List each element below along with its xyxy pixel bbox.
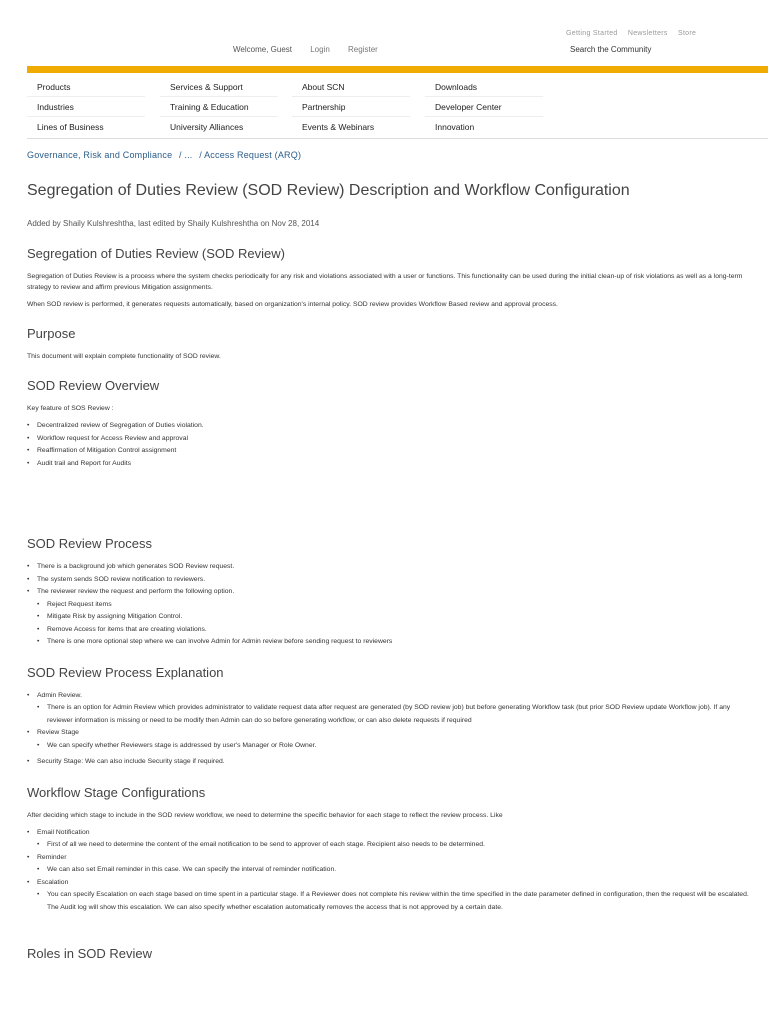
brand-bar	[27, 66, 768, 73]
list-item: • First of all we need to determine the content of the email notification to be send to approver of each stage. Recipient also needs to be determined.	[37, 839, 757, 852]
nav-column	[292, 77, 410, 137]
sub-bullet-list	[37, 599, 757, 649]
nav-item-innovation[interactable]: Innovation	[435, 122, 475, 132]
list-item: • The reviewer review the request and perform the following option.	[27, 586, 757, 599]
list-item: • Admin Review.	[27, 690, 757, 703]
welcome-text: Welcome, Guest	[233, 45, 292, 54]
bullet-list	[27, 420, 757, 470]
bullet-list	[27, 827, 757, 840]
search-community-link[interactable]: Search the Community	[570, 45, 652, 54]
paragraph: After deciding which stage to include in the SOD review workflow, we need to determine the specific behavior for each stage to reflect the review process. Like	[27, 811, 503, 819]
bullet-list	[27, 727, 757, 740]
breadcrumb-arq[interactable]: / Access Request (ARQ)	[199, 150, 302, 160]
nav-item-training-education[interactable]: Training & Education	[160, 97, 278, 117]
section-heading: SOD Review Process	[27, 536, 152, 551]
paragraph: When SOD review is performed, it generates requests automatically, based on organization's internal policy. SOD review provides Workflow Based review and approval process.	[27, 301, 558, 308]
register-link[interactable]: Register	[348, 45, 378, 54]
list-item: • Reaffirmation of Mitigation Control assignment	[27, 445, 757, 458]
breadcrumb	[27, 150, 305, 160]
bullet-list	[27, 690, 757, 703]
section-purpose	[27, 326, 757, 362]
list-item: • Review Stage	[27, 727, 757, 740]
section-roles	[27, 946, 757, 961]
section-overview	[27, 378, 757, 470]
sub-bullet-list	[37, 702, 757, 727]
section-sod-review	[27, 246, 757, 310]
nav-item-lines-of-business[interactable]: Lines of Business	[37, 122, 104, 132]
login-link[interactable]: Login	[310, 45, 330, 54]
store-link[interactable]: Store	[677, 30, 697, 37]
list-item: • Email Notification	[27, 827, 757, 840]
section-heading: Workflow Stage Configurations	[27, 784, 206, 800]
sub-bullet-list	[37, 839, 757, 852]
bullet-list	[27, 877, 757, 890]
bullet-list	[27, 852, 757, 865]
list-item: • There is an option for Admin Review which provides administrator to validate request data after request are generated (by SOD review job) but before generating Workflow task (but prior SOD Review update Workflow job). If any reviewer information is missing or need to be modify then Admin can do so before generating workflow, or can also delete requests if required	[37, 702, 757, 727]
sub-bullet-list	[37, 740, 757, 753]
nav-column	[425, 77, 543, 137]
nav-column	[27, 77, 145, 137]
list-item: • There is a background job which generates SOD Review request.	[27, 561, 757, 574]
section-heading: Purpose	[27, 326, 76, 341]
nav-item-events-webinars[interactable]: Events & Webinars	[302, 122, 375, 132]
section-heading: SOD Review Overview	[27, 378, 160, 393]
section-workflow	[27, 785, 757, 915]
bullet-list	[27, 561, 757, 599]
article-body	[27, 246, 757, 977]
list-item: • Escalation	[27, 877, 757, 890]
list-item: • The system sends SOD review notification to reviewers.	[27, 574, 757, 587]
list-item: • We can specify whether Reviewers stage is addressed by user's Manager or Role Owner.	[37, 740, 757, 753]
section-explanation	[27, 665, 757, 769]
paragraph: Segregation of Duties Review is a process where the system checks periodically for any risk and violations associated with a user or functions. This functionality can be used during the initial clean-up of risk violations as well as a long-term strategy to review and affirm previous Mitigation assignments.	[27, 273, 743, 291]
nav-item-partnership[interactable]: Partnership	[292, 97, 410, 117]
top-links	[566, 30, 704, 37]
list-item: • There is one more optional step where we can involve Admin for Admin review before sending request to reviewers	[37, 636, 757, 649]
main-nav	[27, 77, 768, 139]
getting-started-link[interactable]: Getting Started	[566, 30, 618, 37]
nav-column	[160, 77, 278, 137]
page-title: Segregation of Duties Review (SOD Review) Description and Workflow Configuration	[27, 182, 630, 199]
paragraph: Key feature of SOS Review :	[27, 405, 114, 412]
paragraph: This document will explain complete functionality of SOD review.	[27, 353, 221, 360]
list-item: • Remove Access for items that are creating violations.	[37, 624, 757, 637]
newsletters-link[interactable]: Newsletters	[627, 30, 668, 37]
section-process	[27, 536, 757, 649]
list-item: • Reminder	[27, 852, 757, 865]
list-item: • We can also set Email reminder in this case. We can specify the interval of reminder notification.	[37, 864, 757, 877]
breadcrumb-ellipsis[interactable]: / ...	[178, 150, 193, 160]
list-item: • You can specify Escalation on each stage based on time spent in a particular stage. If a Reviewer does not complete his review within the time specified in the date parameter defined in configuration, then the request will be escalated. The Audit log will show this escalation. We can also specify whether escalation automatically removes the access that is not approved by a certain date.	[37, 889, 757, 914]
section-heading: Segregation of Duties Review (SOD Review)	[27, 246, 285, 261]
list-item: • Workflow request for Access Review and approval	[27, 433, 757, 446]
list-item: • Reject Request items	[37, 599, 757, 612]
section-heading: SOD Review Process Explanation	[27, 664, 224, 680]
nav-item-university-alliances[interactable]: University Alliances	[170, 122, 244, 132]
breadcrumb-grc[interactable]: Governance, Risk and Compliance	[27, 150, 173, 160]
sub-bullet-list	[37, 864, 757, 877]
nav-item-downloads[interactable]: Downloads	[425, 77, 543, 97]
list-item: • Audit trail and Report for Audits	[27, 458, 757, 471]
page-meta: Added by Shaily Kulshreshtha, last edited by Shaily Kulshreshtha on Nov 28, 2014	[27, 219, 320, 228]
welcome-bar	[233, 45, 394, 54]
nav-item-products[interactable]: Products	[27, 77, 145, 97]
nav-item-services-support[interactable]: Services & Support	[160, 77, 278, 97]
list-item: • Security Stage: We can also include Security stage if required.	[27, 756, 757, 769]
nav-item-industries[interactable]: Industries	[27, 97, 145, 117]
nav-item-about-scn[interactable]: About SCN	[292, 77, 410, 97]
bullet-list	[27, 756, 757, 769]
nav-item-developer-center[interactable]: Developer Center	[425, 97, 543, 117]
sub-bullet-list	[37, 889, 757, 914]
list-item: • Decentralized review of Segregation of Duties violation.	[27, 420, 757, 433]
section-heading: Roles in SOD Review	[27, 946, 152, 961]
list-item: • Mitigate Risk by assigning Mitigation Control.	[37, 611, 757, 624]
